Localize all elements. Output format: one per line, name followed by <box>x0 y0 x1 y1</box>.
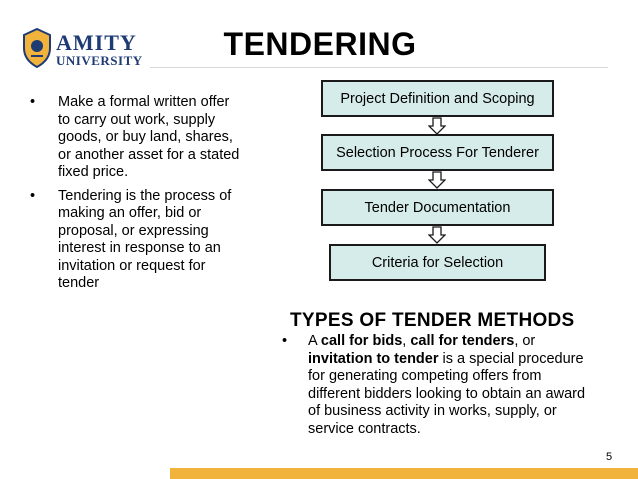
list-item <box>30 94 240 182</box>
types-heading: TYPES OF TENDER METHODS <box>290 310 575 331</box>
page-number: 5 <box>606 451 613 463</box>
flow-step-project-definition: Project Definition and Scoping <box>321 80 554 117</box>
logo-line2: UNIVERSITY <box>56 53 143 68</box>
flow-step-selection-process: Selection Process For Tenderer <box>321 134 554 171</box>
list-item <box>30 188 240 293</box>
flow-step-criteria-selection: Criteria for Selection <box>329 244 546 281</box>
list-item <box>282 333 592 438</box>
bullet-text <box>308 333 592 438</box>
title-divider <box>150 67 608 68</box>
footer-accent-bar <box>170 468 638 479</box>
flow-step-tender-documentation: Tender Documentation <box>321 189 554 226</box>
bullet-text: Make a formal written offer to carry out work, supply goods, or buy land, shares, or another asset for a stated fixed price. <box>58 94 240 180</box>
bullet-marker: • <box>30 187 36 204</box>
page-title: TENDERING <box>223 26 417 62</box>
down-arrow-icon <box>428 171 446 189</box>
text-prefix: A <box>308 333 321 349</box>
amity-emblem-icon <box>22 28 52 68</box>
down-arrow-icon <box>428 117 446 135</box>
text-separator: , or <box>514 333 536 349</box>
bullet-text: Tendering is the process of making an offer, bid or proposal, or expressing interest in response to an invitation or request for tender <box>58 187 232 291</box>
logo-line1: AMITY <box>56 30 137 55</box>
bullet-marker: • <box>282 333 288 349</box>
bullet-marker: • <box>30 94 36 110</box>
left-bullet-list <box>30 94 240 299</box>
text-rest: is a special procedure for generating competing offers from different bidders looking to obtain an award of business activity in works, supply, or service contracts. <box>308 350 586 437</box>
term-invitation-to-tender: invitation to tender <box>308 350 439 367</box>
amity-logo <box>22 26 144 70</box>
types-bullet-list <box>282 333 592 444</box>
down-arrow-icon <box>428 226 446 244</box>
term-call-for-bids: call for bids <box>320 333 403 349</box>
term-call-for-tenders: call for tenders <box>410 333 515 349</box>
text-separator: , <box>402 333 411 349</box>
